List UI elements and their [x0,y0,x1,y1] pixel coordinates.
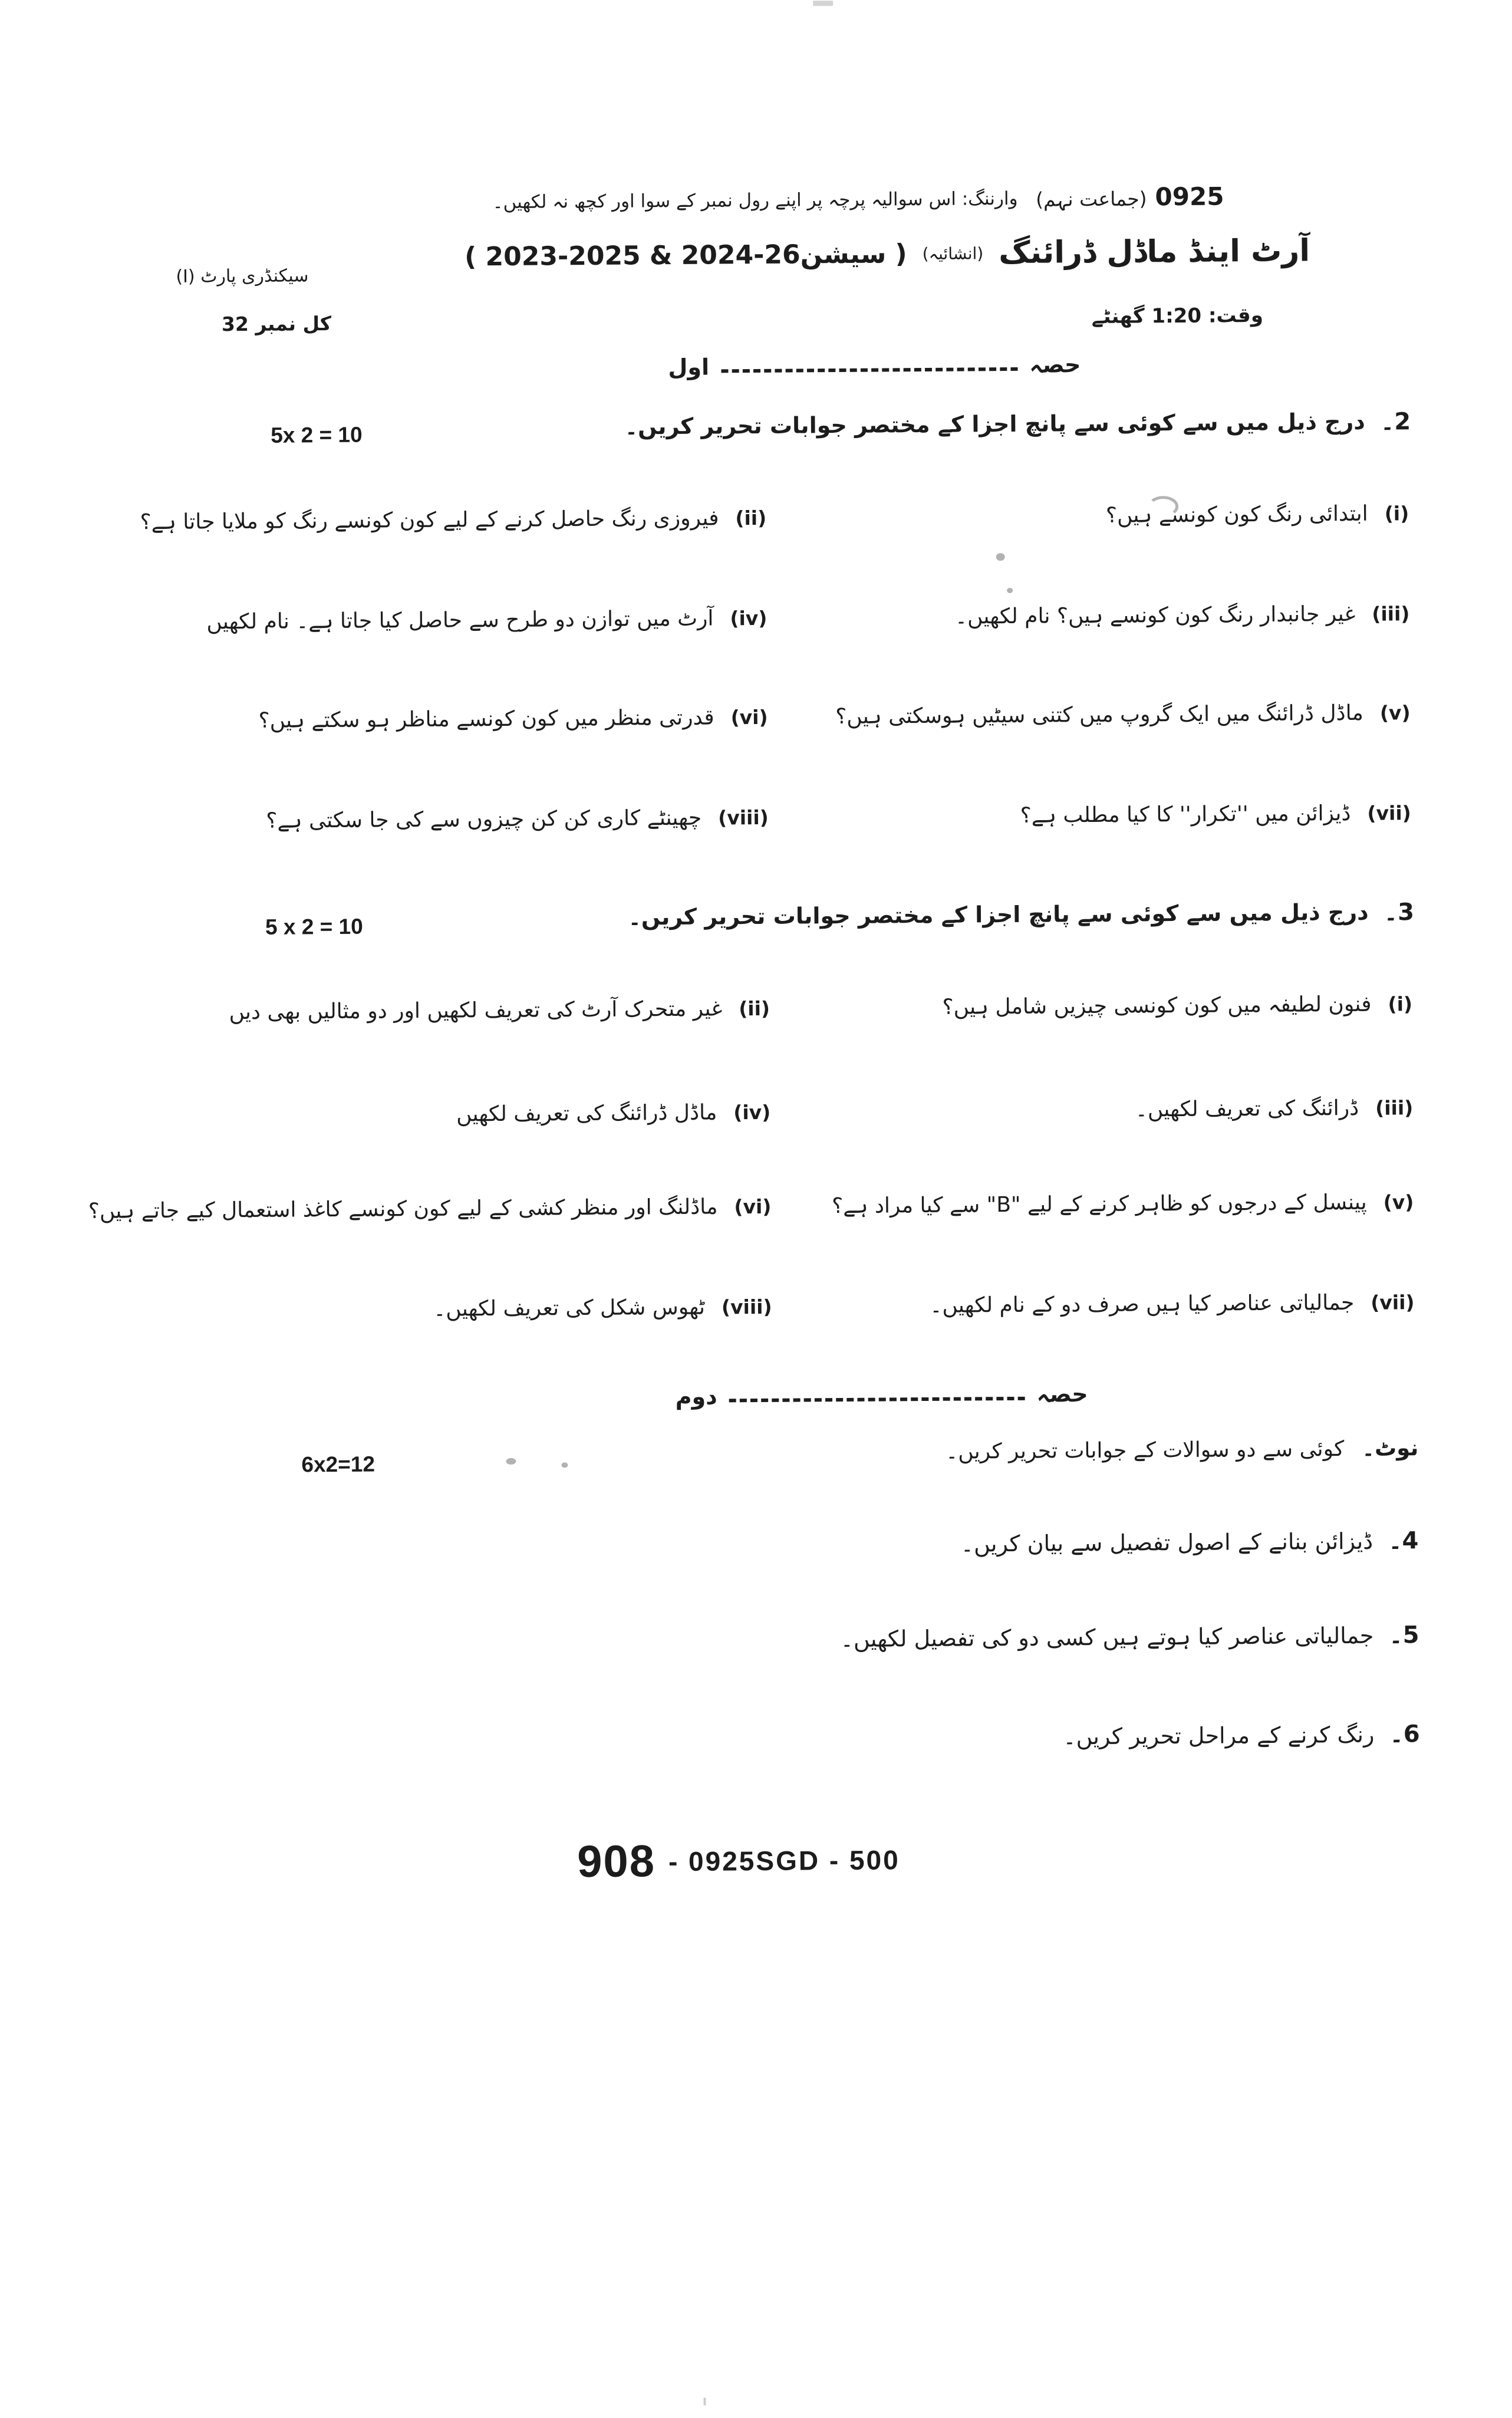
q2-item-vii [1020,801,1411,828]
question-2-text: درج ذیل میں سے کوئی سے پانچ اجزا کے مختصر جوابات تحریر کریں۔ [624,408,1366,440]
q2-item-iii-text: غیر جانبدار رنگ کون کونسے ہیں؟ نام لکھیں۔ [954,601,1356,629]
question-6 [1063,1720,1420,1750]
paper-code-block [1036,182,1224,212]
part-word: حصہ [1036,1381,1088,1407]
q3-item-ii-text: غیر متحرک آرٹ کی تعریف لکھیں اور دو مثالیں بھی دیں [229,996,723,1025]
q2-item-ii-number: (ii) [735,506,767,530]
note-text: کوئی سے دو سوالات کے جوابات تحریر کریں۔ [946,1437,1345,1464]
q2-item-iii-number: (iii) [1372,602,1410,626]
question-2-number: 2۔ [1380,408,1411,436]
divider-dashes [721,367,1017,373]
q3-item-vii-text: جمالیاتی عناصر کیا ہیں صرف دو کے نام لکھیں۔ [930,1290,1355,1318]
part-one-name: اول [668,354,710,381]
divider-dashes [729,1397,1025,1403]
q3-item-i-number: (i) [1388,992,1413,1016]
q3-item-vi [88,1195,772,1223]
scan-smudge-artifact [1148,496,1178,517]
q3-item-iii-text: ڈرائنگ کی تعریف لکھیں۔ [1135,1095,1359,1122]
q3-item-viii [433,1295,772,1321]
question-5-number: 5۔ [1389,1621,1419,1649]
question-3-marks: 5 x 2 = 10 [265,914,363,939]
q3-item-vi-number: (vi) [734,1195,772,1219]
q2-item-vi-text: قدرتی منظر میں کون کونسے مناظر ہو سکتے ہیں؟ [258,705,714,733]
scan-dot-artifact [1007,588,1013,593]
q3-item-i-text: فنون لطیفہ میں کون کونسی چیزیں شامل ہیں؟ [942,992,1372,1019]
q2-item-viii [266,805,769,833]
q2-item-v-text: ماڈل ڈرائنگ میں ایک گروپ میں کتنی سیٹیں ہوسکتی ہیں؟ [835,700,1364,729]
footer-paper-number: 908 [577,1836,656,1887]
scan-edge-artifact [813,1,833,6]
scan-speck-artifact [561,1462,568,1468]
q2-item-iii [955,601,1410,629]
question-2-heading [625,408,1411,440]
warning-text: وارننگ: اس سوالیہ پرچہ پر اپنے رول نمبر کے سوا اور کچھ نہ لکھیں۔ [492,187,1018,213]
q2-item-vi-number: (vi) [730,705,768,729]
q2-item-vii-number: (vii) [1367,801,1411,825]
question-3-text: درج ذیل میں سے کوئی سے پانچ اجزا کے مختصر جوابات تحریر کریں۔ [628,899,1369,930]
part-word: حصہ [1029,351,1081,378]
q3-item-viii-number: (viii) [721,1295,772,1319]
q3-item-iv [456,1100,770,1127]
total-marks-label: کل نمبر 32 [221,312,332,336]
scan-speck-artifact [506,1458,516,1465]
q3-item-iii-number: (iii) [1375,1096,1414,1120]
q2-item-viii-number: (viii) [718,805,769,830]
q3-item-ii [229,996,770,1024]
q2-item-ii [140,506,766,534]
q2-item-iv-number: (iv) [730,606,767,630]
q3-item-vii [930,1290,1415,1318]
question-3-heading [628,899,1414,931]
paper-code: 0925 [1155,182,1224,212]
time-allowed-label: وقت: 1:20 گھنٹے [1091,303,1264,329]
footer-code-block [577,1834,900,1887]
q3-item-ii-number: (ii) [739,996,770,1021]
note-line [946,1435,1418,1464]
q2-item-iv-text: آرٹ میں توازن دو طرح سے حاصل کیا جاتا ہے۔ نام لکھیں [206,606,714,634]
scan-edge-artifact [704,2398,706,2406]
q2-item-viii-text: چھینٹے کاری کن کن چیزوں سے کی جا سکتی ہے؟ [266,805,702,833]
question-5-text: جمالیاتی عناصر کیا ہوتے ہیں کسی دو کی تفصیل لکھیں۔ [840,1622,1374,1653]
q3-item-iii [1135,1095,1414,1121]
q2-item-v [835,700,1411,729]
q2-item-v-number: (v) [1379,701,1411,725]
q2-item-iv [206,606,767,634]
q2-item-i-number: (i) [1384,502,1409,525]
q3-item-iv-number: (iv) [733,1100,771,1124]
question-6-number: 6۔ [1389,1720,1420,1748]
q3-item-v-number: (v) [1383,1190,1414,1214]
class-label: (جماعت نہم) [1036,187,1147,211]
secondary-part-label: سیکنڈری پارٹ (I) [176,265,309,287]
session-label: ( 2023-2025 & 2024-26سیشن ) [464,238,907,272]
paper-title: آرٹ اینڈ ماڈل ڈرائنگ [999,233,1310,271]
q3-item-vi-text: ماڈلنگ اور منظر کشی کے لیے کون کونسے کاغذ استعمال کیے جاتے ہیں؟ [88,1195,718,1223]
note-marks: 6x2=12 [301,1452,375,1477]
part-two-name: دوم [675,1383,717,1410]
q2-item-vii-text: ڈیزائن میں ''تکرار'' کا کیا مطلب ہے؟ [1020,801,1351,828]
footer-print-code: - 0925SGD - 500 [668,1844,900,1877]
question-4 [961,1527,1419,1557]
question-3-number: 3۔ [1383,899,1415,926]
note-label: نوٹ۔ [1362,1435,1419,1461]
question-4-number: 4۔ [1388,1527,1419,1555]
q2-item-ii-text: فیروزی رنگ حاصل کرنے کے لیے کون کونسے رنگ کو ملایا جاتا ہے؟ [140,506,719,535]
q3-item-vii-number: (vii) [1371,1291,1415,1314]
question-2-marks: 5x 2 = 10 [271,422,363,448]
q3-item-v [832,1190,1414,1218]
q2-item-i-text: ابتدائی رنگ کون کونسے ہیں؟ [1105,501,1368,528]
section-two-divider [676,1381,1088,1410]
q3-item-v-text: پینسل کے درجوں کو ظاہر کرنے کے لیے "B" سے کیا مراد ہے؟ [832,1190,1367,1219]
question-6-text: رنگ کرنے کے مراحل تحریر کریں۔ [1063,1721,1375,1750]
section-one-divider [668,351,1081,380]
question-4-text: ڈیزائن بنانے کے اصول تفصیل سے بیان کریں۔ [960,1528,1373,1557]
q2-item-vi [258,705,767,733]
q3-item-viii-text: ٹھوس شکل کی تعریف لکھیں۔ [433,1295,706,1321]
q3-item-iv-text: ماڈل ڈرائنگ کی تعریف لکھیں [456,1100,717,1127]
scan-dot-artifact [996,553,1005,561]
title-row [465,233,1310,274]
question-5 [841,1621,1419,1653]
q3-item-i [942,992,1412,1019]
essay-type-label: (انشائیہ) [922,243,984,264]
